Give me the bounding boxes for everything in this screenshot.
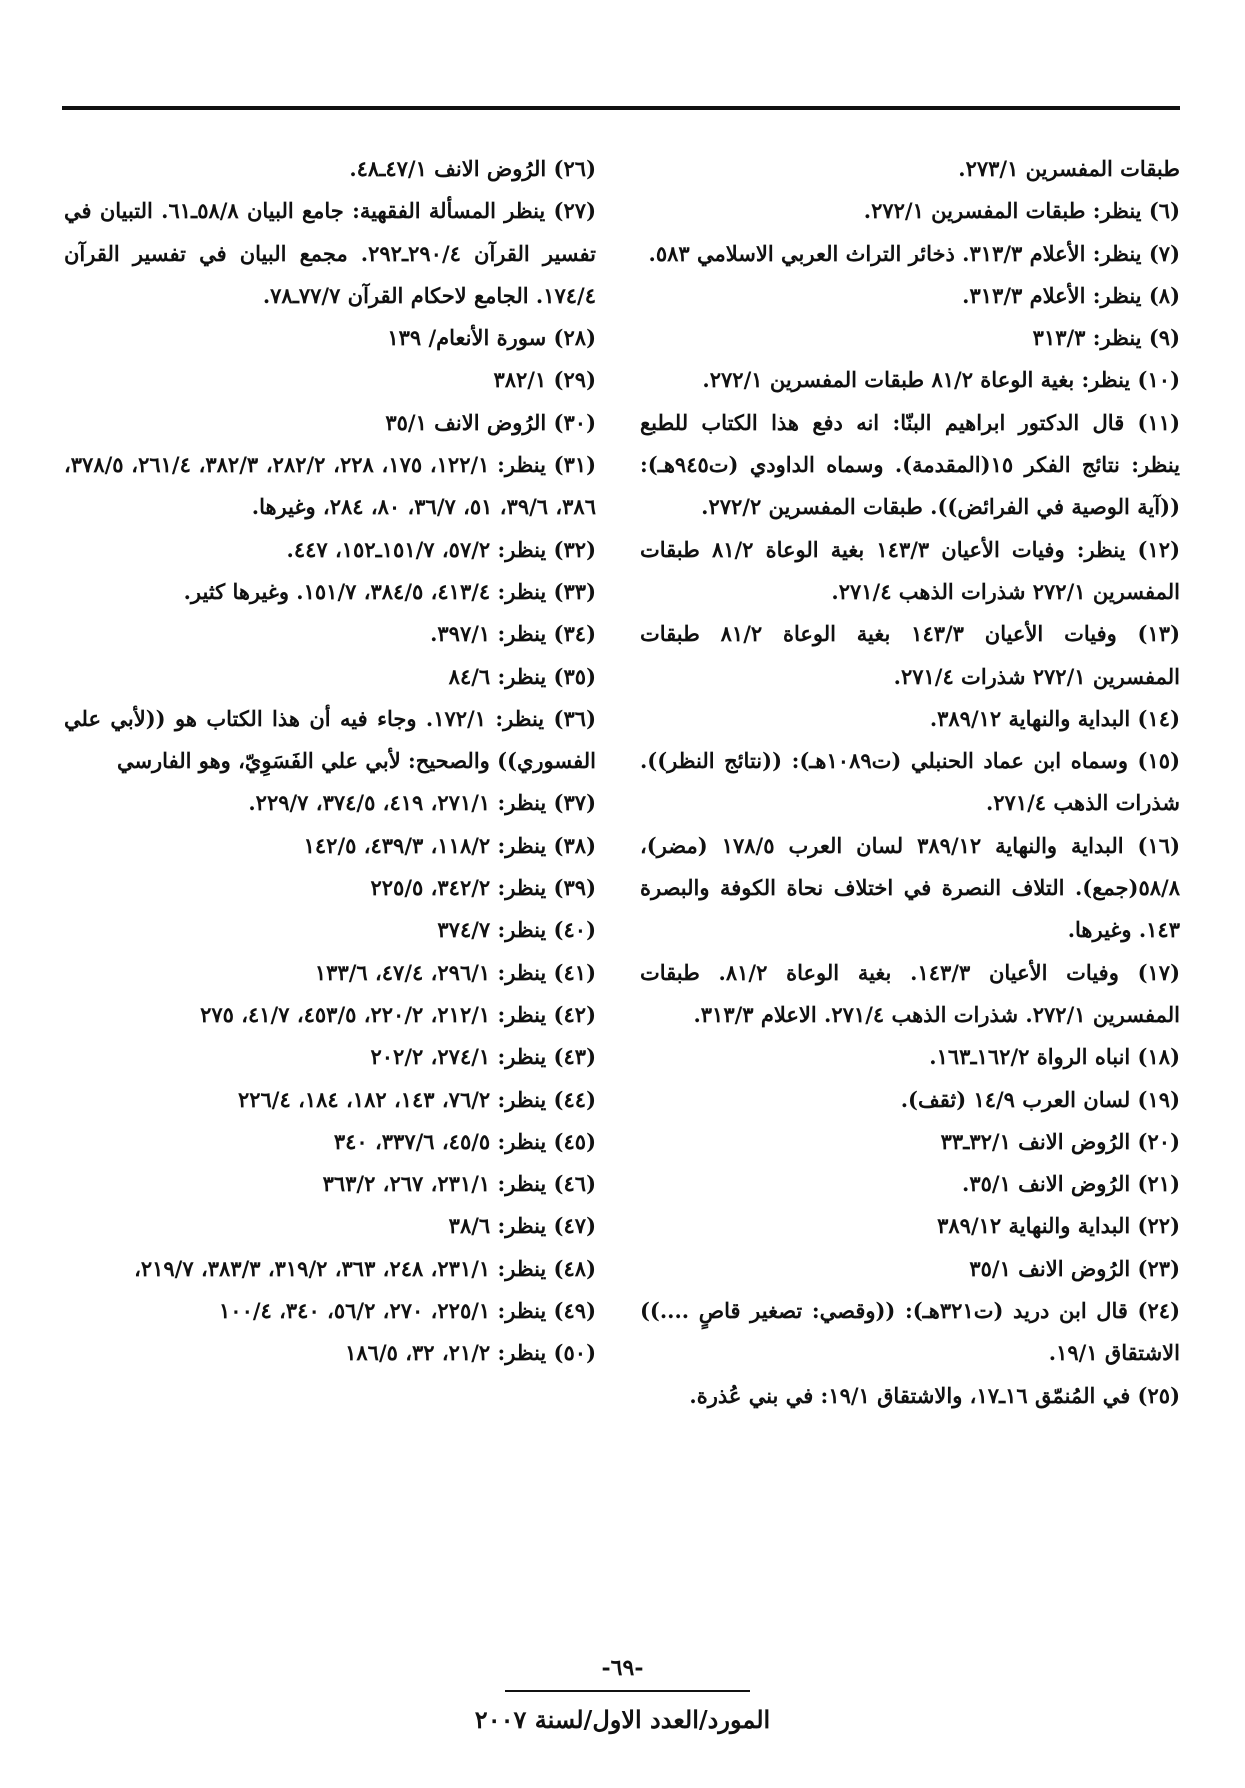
footnote: (٤٨) ينظر: ٢٣١/١، ٢٤٨، ٣٦٣، ٣١٩/٢، ٣٨٣/٣، ٢١٩/٧، [134, 1255, 596, 1281]
footnote: (٥٠) ينظر: ٢١/٢، ٣٢، ١٨٦/٥ [345, 1340, 596, 1366]
footnote: (٢٣) الرُوض الانف ٣٥/١ [969, 1255, 1180, 1281]
page-number: -٦٩- [601, 1655, 644, 1681]
footnote: (١٨) انباه الرواة ١٦٢/٢ـ١٦٣. [929, 1044, 1180, 1070]
footnote: (٢٨) سورة الأنعام/ ١٣٩ [387, 325, 596, 351]
footnote: (٣٩) ينظر: ٣٤٢/٢، ٢٢٥/٥ [370, 875, 596, 901]
footnote: (١١) قال الدكتور ابراهيم البنّا: انه دفع هذا الكتاب للطبع ينظر: نتائج الفكر ١٥(المقدمة). وسماه الداودي (ت٩٤٥هـ): ((آية الوصية في الفرائض)). طبقات المفسرين ٢٧٢/٢. [640, 409, 1180, 520]
footnote: (٣٥) ينظر: ٨٤/٦ [448, 663, 596, 689]
footnote: (٧) ينظر: الأعلام ٣١٣/٣. ذخائر التراث العربي الاسلامي ٥٨٣. [648, 240, 1180, 266]
footnote: (٤٥) ينظر: ٤٥/٥، ٣٣٧/٦، ٣٤٠ [333, 1128, 596, 1154]
footnote: (٨) ينظر: الأعلام ٣١٣/٣. [962, 282, 1180, 308]
footnotes-right-column [640, 148, 1180, 1417]
footnote: (١٣) وفيات الأعيان ١٤٣/٣ بغية الوعاة ٨١/٢ طبقات المفسرين ٢٧٢/١ شذرات ٢٧١/٤. [640, 621, 1180, 689]
journal-footer: المورد/العدد الاول/لسنة ٢٠٠٧ [474, 1705, 771, 1734]
footnote: (٢٢) البداية والنهاية ٣٨٩/١٢ [937, 1213, 1180, 1239]
footnote: (٣٣) ينظر: ٤١٣/٤، ٣٨٤/٥، ١٥١/٧. وغيرها كثير. [183, 578, 596, 604]
footnote: (٤٩) ينظر: ٢٢٥/١، ٢٧٠، ٥٦/٢، ٣٤٠، ١٠٠/٤ [219, 1298, 596, 1324]
footnote: (١٦) البداية والنهاية ٣٨٩/١٢ لسان العرب ١٧٨/٥ (مضر)، ٥٨/٨(جمع). التلاف النصرة في اختلاف نحاة الكوفة والبصرة ١٤٣. وغيرها. [640, 832, 1180, 943]
footnote: (٢٩) ٣٨٢/١ [493, 367, 596, 393]
footnote: (٣٢) ينظر: ٥٧/٢، ١٥١/٧ـ١٥٢، ٤٤٧. [286, 536, 596, 562]
footnote: (٤١) ينظر: ٢٩٦/١، ٤٧/٤، ١٣٣/٦ [314, 959, 596, 985]
footnote: (١٩) لسان العرب ١٤/٩ (ثقف). [900, 1086, 1180, 1112]
footnote: (٩) ينظر: ٣١٣/٣ [1032, 325, 1180, 351]
footnote: (٤٢) ينظر: ٢١٢/١، ٢٢٠/٢، ٤٥٣/٥، ٤١/٧، ٢٧٥ [200, 1001, 596, 1027]
footer-rule [505, 1690, 750, 1692]
footnotes-left-column [64, 148, 596, 1375]
footnote: (٣٧) ينظر: ٢٧١/١، ٤١٩، ٣٧٤/٥، ٢٢٩/٧. [248, 790, 596, 816]
footnote: (٤٠) ينظر: ٣٧٤/٧ [437, 917, 596, 943]
footnote: (٦) ينظر: طبقات المفسرين ٢٧٢/١. [863, 198, 1180, 224]
footnote: (٤٤) ينظر: ٧٦/٢، ١٤٣، ١٨٢، ١٨٤، ٢٢٦/٤ [237, 1086, 596, 1112]
footnote: (١٤) البداية والنهاية ٣٨٩/١٢. [929, 705, 1180, 731]
footnote: (٤٦) ينظر: ٢٣١/١، ٢٦٧، ٣٦٣/٢ [322, 1171, 596, 1197]
footnote: (٢٥) في المُنمّق ١٦ـ١٧، والاشتقاق ١٩/١: في بني عُذرة. [689, 1382, 1180, 1408]
footnote: طبقات المفسرين ٢٧٣/١. [958, 156, 1180, 181]
header-rule [62, 106, 1180, 110]
footnote: (٣٨) ينظر: ١١٨/٢، ٤٣٩/٣، ١٤٢/٥ [303, 832, 596, 858]
footnote: (٤٣) ينظر: ٢٧٤/١، ٢٠٢/٢ [370, 1044, 596, 1070]
footnote: (٢٤) قال ابن دريد (ت٣٢١هـ): ((وقصي: تصغير قاصٍ ....)) الاشتقاق ١٩/١. [640, 1298, 1180, 1366]
footnote: (٣٤) ينظر: ٣٩٧/١. [430, 621, 596, 647]
footnote: (٤٧) ينظر: ٣٨/٦ [448, 1213, 596, 1239]
footnote: (٢٧) ينظر المسألة الفقهية: جامع البيان ٥٨/٨ـ٦١. التبيان في تفسير القرآن ٢٩٠/٤ـ٢٩٢. مجمع البيان في تفسير القرآن ١٧٤/٤. الجامع لاحكام القرآن ٧٧/٧ـ٧٨. [64, 198, 596, 308]
footnote: (٣٦) ينظر: ١٧٢/١. وجاء فيه أن هذا الكتاب هو ((لأبي علي الفسوري)) والصحيح: لأبي علي الفَسَوِيّ، وهو الفارسي [64, 705, 596, 774]
footnote: (٢٦) الرُوض الانف ٤٧/١ـ٤٨. [349, 156, 596, 181]
footnote: (١٥) وسماه ابن عماد الحنبلي (ت١٠٨٩هـ): ((نتائج النظر)). شذرات الذهب ٢٧١/٤. [640, 748, 1180, 816]
footnote: (٣٠) الرُوض الانف ٣٥/١ [385, 409, 596, 435]
footnote: (٣١) ينظر: ١٢٢/١، ١٧٥، ٢٢٨، ٢٨٢/٢، ٣٨٢/٣، ٢٦١/٤، ٣٧٨/٥، ٣٨٦، ٣٩/٦، ٥١، ٣٦/٧، ٨٠، ٢٨٤، وغيرها. [64, 452, 597, 520]
footnote: (٢١) الرُوض الانف ٣٥/١. [962, 1171, 1180, 1197]
footnote: (٢٠) الرُوض الانف ٣٢/١ـ٣٣ [940, 1128, 1180, 1154]
footnote: (١٢) ينظر: وفيات الأعيان ١٤٣/٣ بغية الوعاة ٨١/٢ طبقات المفسرين ٢٧٢/١ شذرات الذهب ٢٧١/٤. [640, 536, 1180, 604]
footnote: (١٧) وفيات الأعيان ١٤٣/٣. بغية الوعاة ٨١/٢. طبقات المفسرين ٢٧٢/١. شذرات الذهب ٢٧١/٤. الاعلام ٣١٣/٣. [640, 959, 1180, 1027]
footnote: (١٠) ينظر: بغية الوعاة ٨١/٢ طبقات المفسرين ٢٧٢/١. [702, 367, 1180, 393]
